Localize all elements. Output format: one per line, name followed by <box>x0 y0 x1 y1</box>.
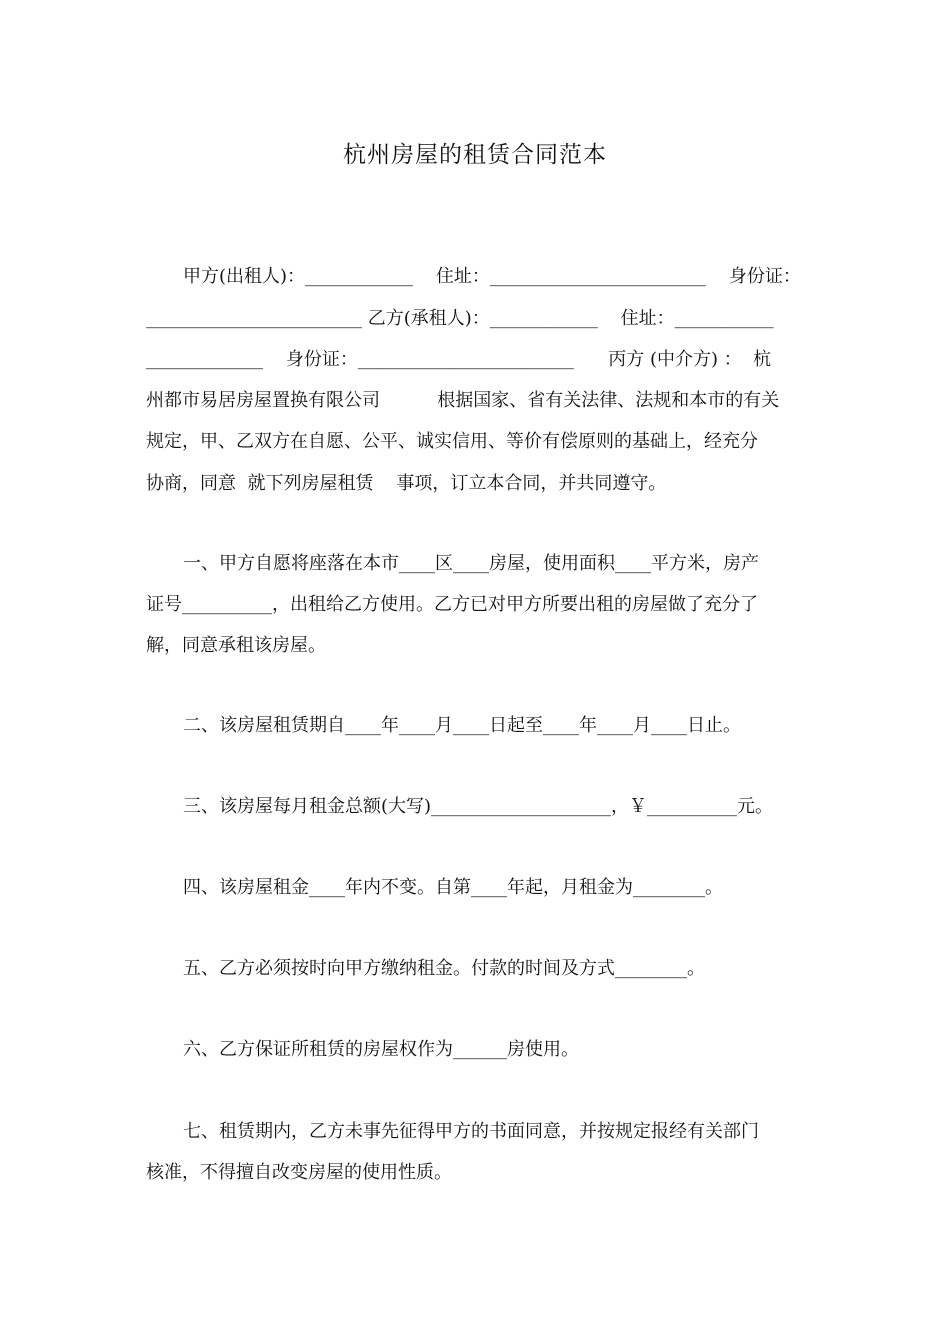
clause-3: 三、该房屋每月租金总额(大写)____________________，￥__________元。 <box>183 796 774 817</box>
clause-5: 五、乙方必须按时向甲方缴纳租金。付款的时间及方式________。 <box>183 958 705 979</box>
clause-7-line-1: 七、租赁期内，乙方未事先征得甲方的书面同意，并按规定报经有关部门 <box>183 1121 759 1142</box>
intro-line-5: 规定，甲、乙双方在自愿、公平、诚实信用、等价有偿原则的基础上，经充分 <box>146 431 758 452</box>
intro-line-3: _____________ 身份证：________________________ 丙方 (中介方) ： 杭 <box>146 349 772 370</box>
document-title: 杭州房屋的租赁合同范本 <box>343 142 607 168</box>
clause-6: 六、乙方保证所租赁的房屋权作为______房使用。 <box>183 1039 579 1060</box>
clause-1-line-1: 一、甲方自愿将座落在本市____区____房屋，使用面积____平方米，房产 <box>183 553 759 574</box>
intro-line-1: 甲方(出租人)：____________ 住址：________________________ 身份证： <box>183 266 801 287</box>
clause-1-line-3: 解，同意承租该房屋。 <box>146 635 326 656</box>
intro-line-4: 州都市易居房屋置换有限公司 根据国家、省有关法律、法规和本市的有关 <box>146 390 780 411</box>
intro-line-6: 协商，同意 就下列房屋租赁 事项，订立本合同，并共同遵守。 <box>146 473 667 494</box>
intro-line-2: ________________________ 乙方(承租人)：____________ 住址：___________ <box>146 308 774 329</box>
clause-1-line-2: 证号__________，出租给乙方使用。乙方已对甲方所要出租的房屋做了充分了 <box>146 594 758 615</box>
clause-2: 二、该房屋租赁期自____年____月____日起至____年____月____日止。 <box>183 715 741 736</box>
clause-7-line-2: 核准，不得擅自改变房屋的使用性质。 <box>146 1162 452 1183</box>
clause-4: 四、该房屋租金____年内不变。自第____年起，月租金为________。 <box>183 877 723 898</box>
